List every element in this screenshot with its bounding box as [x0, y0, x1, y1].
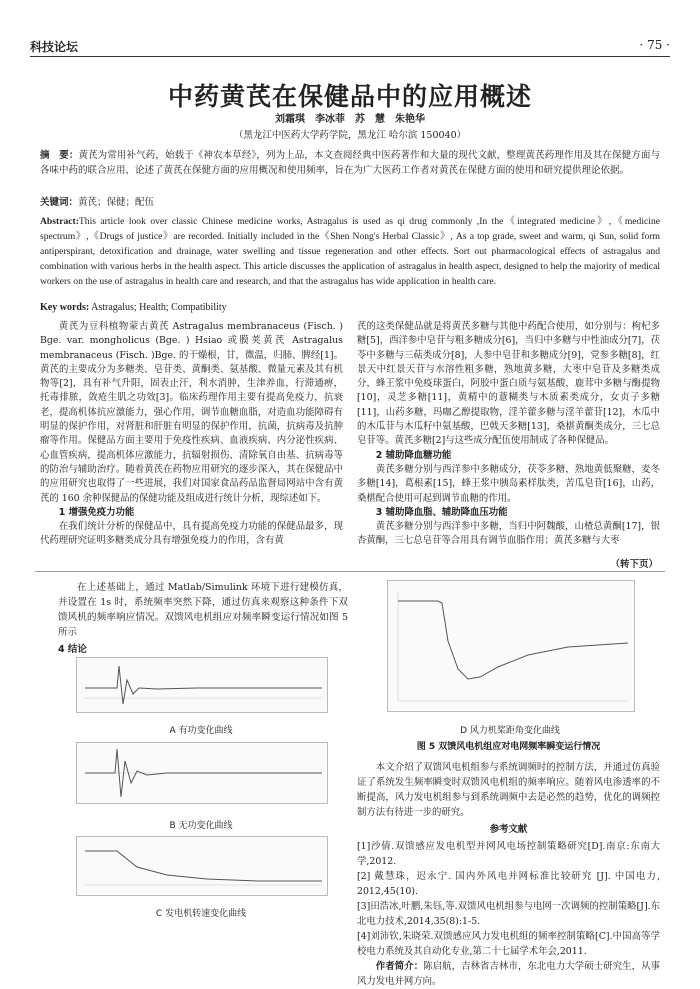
section-heading: 1 增强免疫力功能	[58, 506, 135, 518]
keywords-cn	[40, 194, 660, 208]
abstract-cn	[40, 148, 660, 178]
continued-note: （转下页）	[610, 559, 658, 570]
keywords-en-text: Astragalus; Health; Compatibility	[91, 302, 227, 313]
author-list: 刘霜琪 李冰菲 苏 慧 朱艳华	[275, 114, 425, 125]
reference-3: [3]田浩冰,叶鹏,朱钰,等.双馈风电机组参与电网一次调频的控制策略[J].东北电力技术,2014,35(8):1-5.	[357, 901, 660, 927]
reference-4: [4]刘沛钦,朱晓荣.双馈感应风力发电机组的频率控制策略[C].中国高等学校电力系统及其自动化专业,第二十七届学术年会,2011.	[357, 931, 660, 957]
figure-a-caption: A 有功变化曲线	[169, 726, 233, 736]
keywords-en	[40, 302, 227, 313]
figure-b-curve	[77, 743, 327, 803]
body-paragraph: 黄芪多糖分别与西洋参中多糖，当归中阿魏酸，山楂总黄酮[17]，银杏黄酮，三七总皂苷等合用具有调节血脂作用；黄芪多糖与大枣	[357, 521, 660, 547]
body-paragraph: 芪的这类保健品就是将黄芪多糖与其他中药配合使用，如分别与：枸杞多糖[5]，西洋参中皂苷与粗多糖成分[6]，当归中多糖与中性油成分[7]，茯苓中多糖与三萜类成分[8]，人参中皂苷和多糖成分[9]，党参多糖[8]，红景天中红景天苷与水溶性粗多糖，熟地黄多糖，大枣中皂苷及多糖类成分，蜂王浆中免疫球蛋白，阿胶中蛋白质与氨基酸，鹿茸中多糖与酶提物[10]，灵芝多糖[11]，黄精中的薏糊类与木质素类成分，女贞子多糖[11]，山药多糖，玛咖乙醇提取物，淫羊藿多糖与淫羊藿苷[12]，木瓜中的木瓜苷与木瓜籽中氨基酸，巴戟天多糖[13]，桑椹黄酮类成分，三七总皂苷等。黄芪多糖[2]与这些成分配伍使用制成了各种保健品。	[357, 321, 660, 447]
running-header	[30, 36, 670, 57]
body-paragraph: 黄芪为豆科植物蒙古黄芪 Astragalus membranaceus (Fisch. ) Bge. var. mongholicus (Bge. ) Hsiao 或膜荚黄芪 Astragalus membranaceus (Fisch. )Bge. 的干燥根，甘，微温，归肺、脾经[1]。黄芪的主要成分为多糖类、皂苷类、黄酮类、氨基酸、微量元素及其有机物等[2]，具有补气升阳，固表止汗，利水消肿，生津养血，行滞通痹，托毒排脓，敛疮生肌之功效[3]。临床药理作用主要有提高免疫力，抗衰老，提高机体抗应激能力，强心作用，调节血糖血脂，对造血功能障碍有明显的保护作用，对肾脏和肝脏有明显的保护作用，抗菌，抗病毒及抗肿瘤等作用。保健品方面主要用于免疫性疾病、血液疾病、内分泌性疾病、心血管疾病，提高机体应激能力，抗辐射损伤、清除氧自由基、抗病毒等的防治与辅助治疗。随着黄芪在药物应用研究的逐步深入，其在保健品中的应用研究也取得了一些进展，我们对国家食品药品监督局网站中含有黄芪的 160 余种保健品的保健功能及组成进行统计分析，现综述如下。	[40, 321, 343, 504]
abstract-en	[40, 214, 660, 289]
abstract-en-text: This article look over classic Chinese medicine works, Astragalus is used as qi drug commonly ,In the《integrated medicine》,《medicine spectrum》,《Drugs of justice》are recorded. Initially included in the《Shen Nong's Herbal Classic》, As a top grade, sweet and warm, qi Sun, solid form antiperspirant, detoxification and drainage, water swelling and tissue regeneration and other effects. Sort out pharmacological effects of astragalus and combination with various herbs in the health aspect. This article discusses the application of astragalus in health aspect, designed to help the majority of medical workers on the use of astragalus in health care and research, and that the astragalus has wide application in health care.	[40, 216, 660, 287]
abstract-en-label: Abstract:	[40, 216, 79, 227]
body-paragraph: 在我们统计分析的保健品中，具有提高免疫力功能的保健品最多，现代药理研究证明多糖类成分具有增强免疫力的作用，含有黄	[40, 521, 343, 547]
reference-1: [1]沙倩.双馈感应发电机型并网风电场控制策略研究[D].南京:东南大学,2012.	[357, 841, 660, 867]
figure-c-caption: C 发电机转速变化曲线	[155, 909, 247, 919]
page-number: · 75 ·	[639, 38, 670, 52]
keywords-en-label: Key words:	[40, 302, 90, 313]
figure-c-curve	[77, 837, 327, 895]
figure-5-caption: 图 5 双馈风电机组应对电网频率瞬变运行情况	[416, 742, 601, 752]
body-right-column	[357, 320, 660, 549]
conclusion-text: 本文介绍了双馈风电机组参与系统调频时的控制方法，并通过仿真验证了系统发生频率瞬变时双馈风电机组的频率响应。随着风电渗透率的不断提高，风力发电机组参与到系统调频中去是必然的趋势，优化的调频控制方法有待进一步的研究。	[357, 762, 660, 818]
journal-section: 科技论坛	[30, 40, 79, 54]
keywords-cn-text: 黄芪；保健；配伍	[78, 197, 155, 208]
author-bio-label: 作者简介：	[375, 961, 424, 972]
body-paragraph: 黄芪多糖分别与西洋参中多糖成分，茯苓多糖，熟地黄低聚糖，麦冬多糖[14]，葛根素[15]，蜂王浆中胰岛素样肽类，苦瓜皂苷[16]，山药，桑椹配合使用可起到调节血糖的作用。	[357, 463, 660, 504]
conclusion-heading: 4 结论	[58, 644, 87, 655]
abstract-cn-text: 黄芪为常用补气药，始载于《神农本草经》，列为上品，本文查阅经典中医药著作和大量的现代文献，整理黄芪药理作用及其在保健方面与各味中药的联合应用，论述了黄芪在保健方面的应用概况和使用频率，旨在为广大医药工作者对黄芪在保健方面的使用和研究提供理论依据。	[40, 150, 660, 176]
section-heading: 2 辅助降血糖功能	[375, 449, 452, 461]
simulation-paragraph: 在上述基础上，通过 Matlab/Simulink 环境下进行建模仿真，并设置在 1s 时，系统频率突然下降，通过仿真来观察这种条件下双馈风机的频率响应情况。双馈风电机组应对频率瞬变运行情况如图 5 所示	[58, 582, 348, 638]
figure-a-plot	[76, 657, 328, 713]
abstract-cn-label: 摘 要：	[40, 150, 79, 161]
reference-2: [2] 戴慧珠，迟永宁. 国内外风电并网标准比较研究 [J]. 中国电力, 2012,45(10).	[357, 871, 660, 897]
figure-a-curve	[77, 658, 327, 712]
figure-b-plot	[76, 742, 328, 804]
figure-c-plot	[76, 836, 328, 896]
figure-d-curve	[388, 581, 634, 711]
page-divider	[35, 571, 665, 572]
conclusion-and-references	[357, 760, 660, 989]
figure-d-caption: D 风力机桨距角变化曲线	[460, 726, 560, 736]
article-title: 中药黄芪在保健品中的应用概述	[167, 82, 532, 111]
lower-left-paragraph	[58, 580, 348, 657]
figure-b-caption: B 无功变化曲线	[169, 821, 233, 831]
affiliation: （黑龙江中医药大学药学院，黑龙江 哈尔滨 150040）	[233, 130, 467, 141]
author-bio	[357, 959, 660, 989]
body-left-column	[40, 320, 343, 549]
figure-d-plot	[387, 580, 635, 712]
keywords-cn-label: 关键词：	[40, 197, 79, 208]
section-heading: 3 辅助降血脂、辅助降血压功能	[375, 506, 508, 518]
author-bio-text: 陈启航，吉林省吉林市，东北电力大学硕士研究生，从事风力发电并网方向。	[357, 961, 660, 987]
references-heading: 参考文献	[489, 824, 528, 835]
